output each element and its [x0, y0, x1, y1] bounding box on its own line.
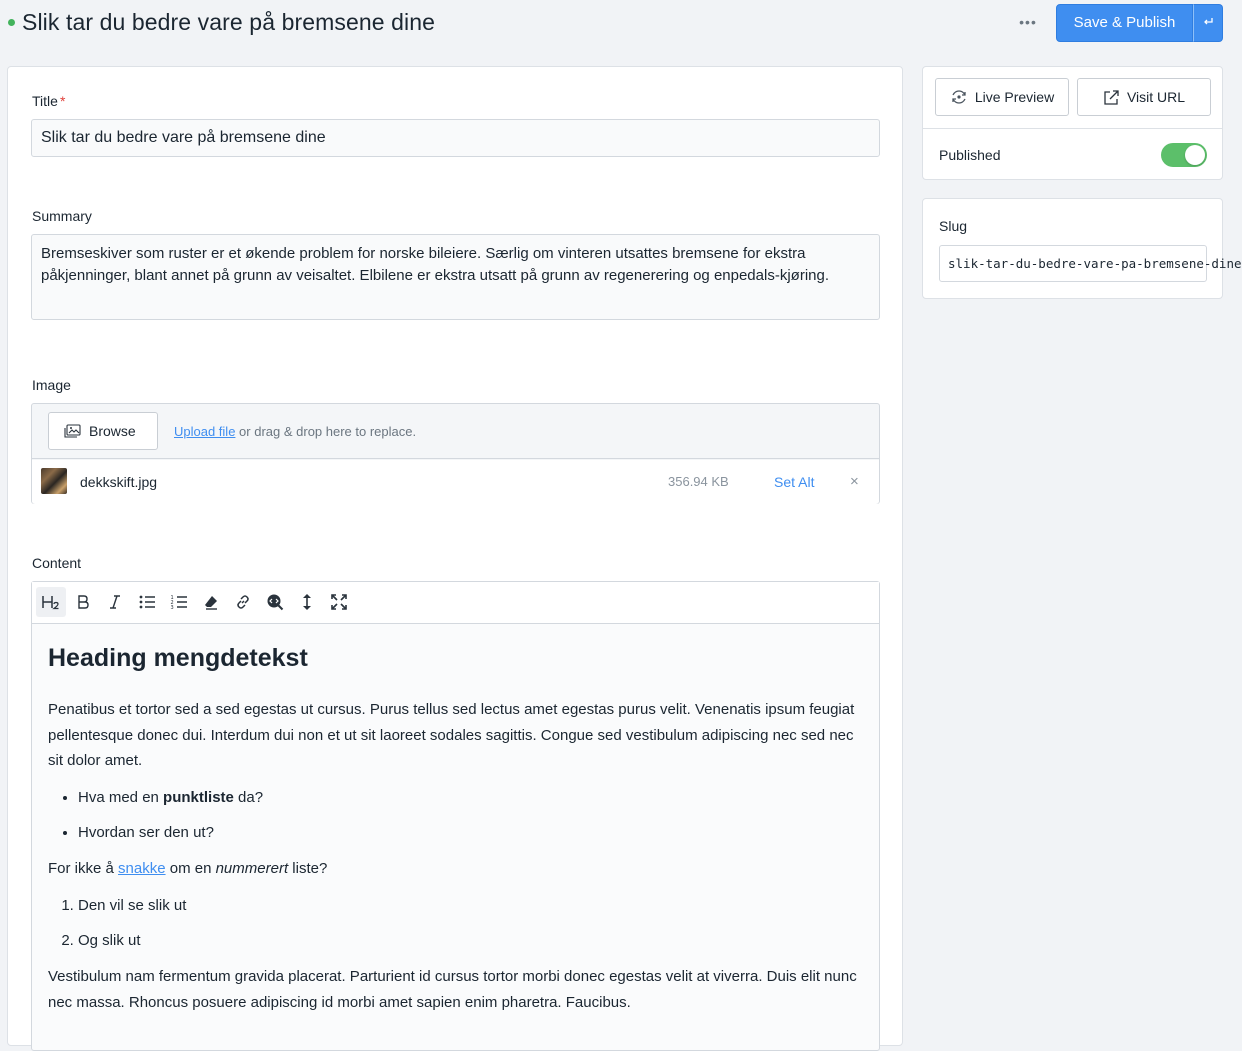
page-header: [0, 0, 1227, 46]
file-size: 356.94 KB: [668, 474, 729, 489]
heading-2-button[interactable]: [36, 587, 66, 617]
bold-button[interactable]: [68, 587, 98, 617]
file-thumbnail: [41, 468, 67, 494]
italic-button[interactable]: [100, 587, 130, 617]
content-label: Content: [32, 555, 82, 571]
browse-button[interactable]: [48, 412, 158, 450]
visit-url-button[interactable]: [1077, 78, 1211, 116]
slug-input[interactable]: slik-tar-du-bedre-vare-pa-bremsene-dine: [939, 245, 1207, 282]
eraser-icon: [203, 594, 219, 610]
code-snippet-button[interactable]: [260, 587, 290, 617]
svg-text:1: 1: [170, 595, 174, 601]
editor-toolbar: [32, 582, 879, 624]
content-editor: [31, 581, 880, 1051]
file-name: dekkskift.jpg: [80, 474, 158, 490]
more-options-button[interactable]: •••: [1019, 14, 1037, 30]
svg-text:2: 2: [170, 600, 174, 606]
title-label: Title *: [32, 93, 66, 109]
svg-text:3: 3: [170, 605, 174, 611]
publish-button-group: [1056, 4, 1223, 42]
link-button[interactable]: [228, 587, 258, 617]
toggle-knob: [1185, 145, 1205, 165]
browse-label: Browse: [89, 423, 136, 439]
title-input[interactable]: Slik tar du bedre vare på bremsene dine: [31, 119, 880, 157]
external-link-icon: [1103, 89, 1120, 106]
divider: [923, 128, 1222, 129]
entry-form-card: [7, 66, 903, 1046]
required-marker: *: [59, 93, 66, 109]
content-paragraph: Vestibulum nam fermentum gravida placerat. Parturient id cursus tortor morbi donec egestas velit at viverra. Duis elit nunc nec massa. Rhoncus posuere adipiscing id morbi amet sapien enim pharetra. Faucibus.: [48, 968, 857, 1011]
link-icon: [235, 594, 251, 610]
line-height-button[interactable]: [292, 587, 322, 617]
content-paragraph: Penatibus et tortor sed a sed egestas ut cursus. Purus tellus sed lectus amet egestas purus velit. Venenatis ipsum feugiat pellentesque donec dui. Interdum dui non et ut sit laoreet sodales sagittis. Congue sed vestibulum adipiscing nec sed nec sit dolor amet.: [48, 701, 855, 769]
list-item: • Hva med en punktliste da?: [78, 785, 858, 811]
content-paragraph: For ikke å snakke om en nummerert liste?: [48, 860, 328, 877]
arrows-vertical-icon: [301, 593, 313, 611]
refresh-icon: [950, 89, 968, 105]
ordered-list-button[interactable]: [164, 587, 194, 617]
slug-card: [922, 198, 1242, 299]
visit-url-label: Visit URL: [1126, 89, 1186, 105]
upload-hint-text: or drag & drop here to replace.: [235, 424, 417, 439]
status-dot: [8, 19, 15, 26]
editor-content[interactable]: [48, 643, 858, 1026]
publish-settings-card: [922, 66, 1223, 180]
bullet-list: [78, 785, 858, 846]
upload-file-link[interactable]: Upload file: [174, 424, 236, 439]
upload-dropzone[interactable]: [32, 404, 879, 459]
images-icon: [64, 424, 81, 439]
bold-text: punktliste: [163, 788, 234, 806]
italic-icon: [108, 594, 122, 610]
content-heading: Heading mengdetekst: [48, 644, 308, 672]
code-search-icon: [266, 593, 284, 611]
heading-2-icon: [41, 593, 61, 611]
page-title: Slik tar du bedre vare på bremsene dine: [22, 9, 436, 35]
bullet-list-button[interactable]: [132, 587, 162, 617]
clear-format-button[interactable]: [196, 587, 226, 617]
list-item: 1. Den vil se slik ut: [78, 893, 858, 919]
live-preview-button[interactable]: [935, 78, 1069, 116]
published-label: Published: [939, 147, 1001, 163]
italic-text: nummerert: [215, 860, 289, 877]
save-publish-button[interactable]: Save & Publish: [1056, 4, 1193, 42]
list-item: 2. Og slik ut: [78, 928, 858, 954]
ordered-list: [78, 893, 858, 954]
image-label: Image: [32, 377, 71, 393]
bullet-list-icon: [138, 594, 156, 610]
fullscreen-button[interactable]: [324, 587, 354, 617]
list-item: • Hvordan ser den ut?: [78, 820, 858, 846]
publish-options-button[interactable]: [1193, 4, 1223, 42]
slug-label: Slug: [939, 218, 968, 234]
image-upload-box: [31, 403, 880, 504]
uploaded-file-row: [32, 460, 879, 504]
return-arrow-icon: [1202, 16, 1214, 28]
upload-hint: [174, 424, 416, 439]
published-toggle[interactable]: [1161, 143, 1207, 167]
bold-icon: [76, 594, 90, 610]
summary-textarea[interactable]: Bremseskiver som ruster er et økende problem for norske bileiere. Særlig om vinteren utsattes bremsene for ekstra påkjenninger, blant annet på grunn av veisaltet. Elbilene er ekstra utsatt på grunn av regenerering og enpedals-kjøring.: [31, 234, 880, 320]
content-link[interactable]: snakke: [118, 860, 166, 877]
expand-icon: [331, 594, 347, 610]
summary-label: Summary: [32, 208, 92, 224]
live-preview-label: Live Preview: [974, 89, 1055, 105]
ordered-list-icon: [170, 594, 188, 610]
set-alt-button[interactable]: Set Alt: [774, 474, 815, 490]
remove-file-button[interactable]: ×: [850, 473, 859, 490]
